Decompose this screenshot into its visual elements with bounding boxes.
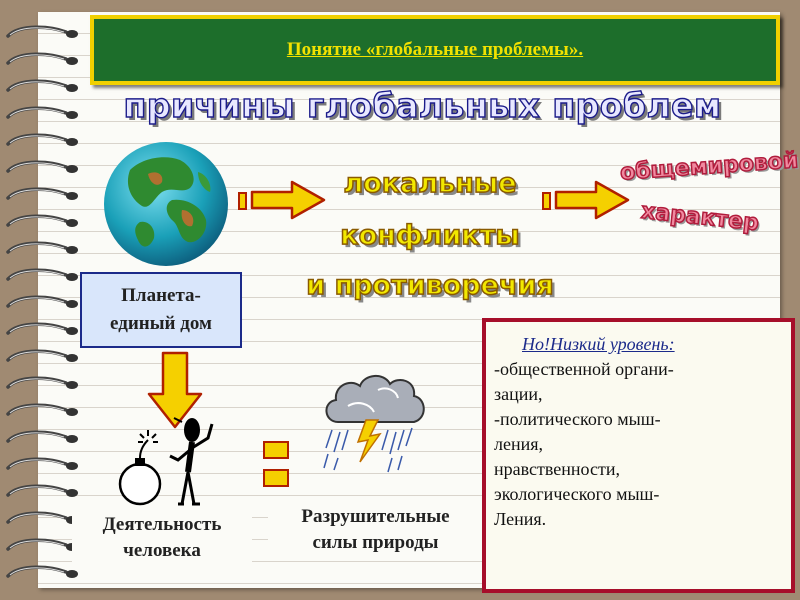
planet-box xyxy=(80,272,242,348)
low-level-line: нравственности, xyxy=(494,459,620,479)
planet-box-line-1: Планета- xyxy=(121,285,201,306)
human-activity-line-2: человека xyxy=(123,540,201,561)
low-level-line: экологического мыш- xyxy=(494,484,660,504)
low-level-line: Ления. xyxy=(494,509,547,529)
low-level-line: -общественной органи- xyxy=(494,359,674,379)
equals-icon xyxy=(262,440,290,490)
human-activity-line-1: Деятельность xyxy=(102,514,222,535)
local-conflicts-line-1: локальные xyxy=(343,168,517,199)
storm-cloud-icon xyxy=(318,370,430,480)
right-arrow-icon xyxy=(540,176,632,224)
slide-title: Понятие «глобальные проблемы». xyxy=(286,39,584,60)
local-conflicts-line-2: конфликты xyxy=(340,220,520,251)
globe-icon xyxy=(102,140,230,268)
low-level-box xyxy=(482,318,795,593)
natural-forces-line-2: силы природы xyxy=(312,532,439,553)
human-activity-label xyxy=(72,512,252,564)
global-character-line-1: общемировой xyxy=(619,148,800,186)
low-level-line: ления, xyxy=(494,434,544,454)
person-with-bomb-icon xyxy=(112,410,222,510)
title-banner xyxy=(90,15,780,85)
main-heading: причины глобальных проблем xyxy=(123,86,722,125)
natural-forces-line-1: Разрушительные xyxy=(301,506,450,527)
right-arrow-icon xyxy=(236,176,328,224)
global-character-line-2: характер xyxy=(640,198,760,237)
local-conflicts-line-3: и противоречия xyxy=(306,270,554,301)
planet-box-line-2: единый дом xyxy=(110,313,212,334)
natural-forces-label xyxy=(268,504,483,556)
low-level-title: Но!Низкий уровень: xyxy=(522,334,675,354)
low-level-line: зации, xyxy=(494,384,543,404)
low-level-line: -политического мыш- xyxy=(494,409,661,429)
